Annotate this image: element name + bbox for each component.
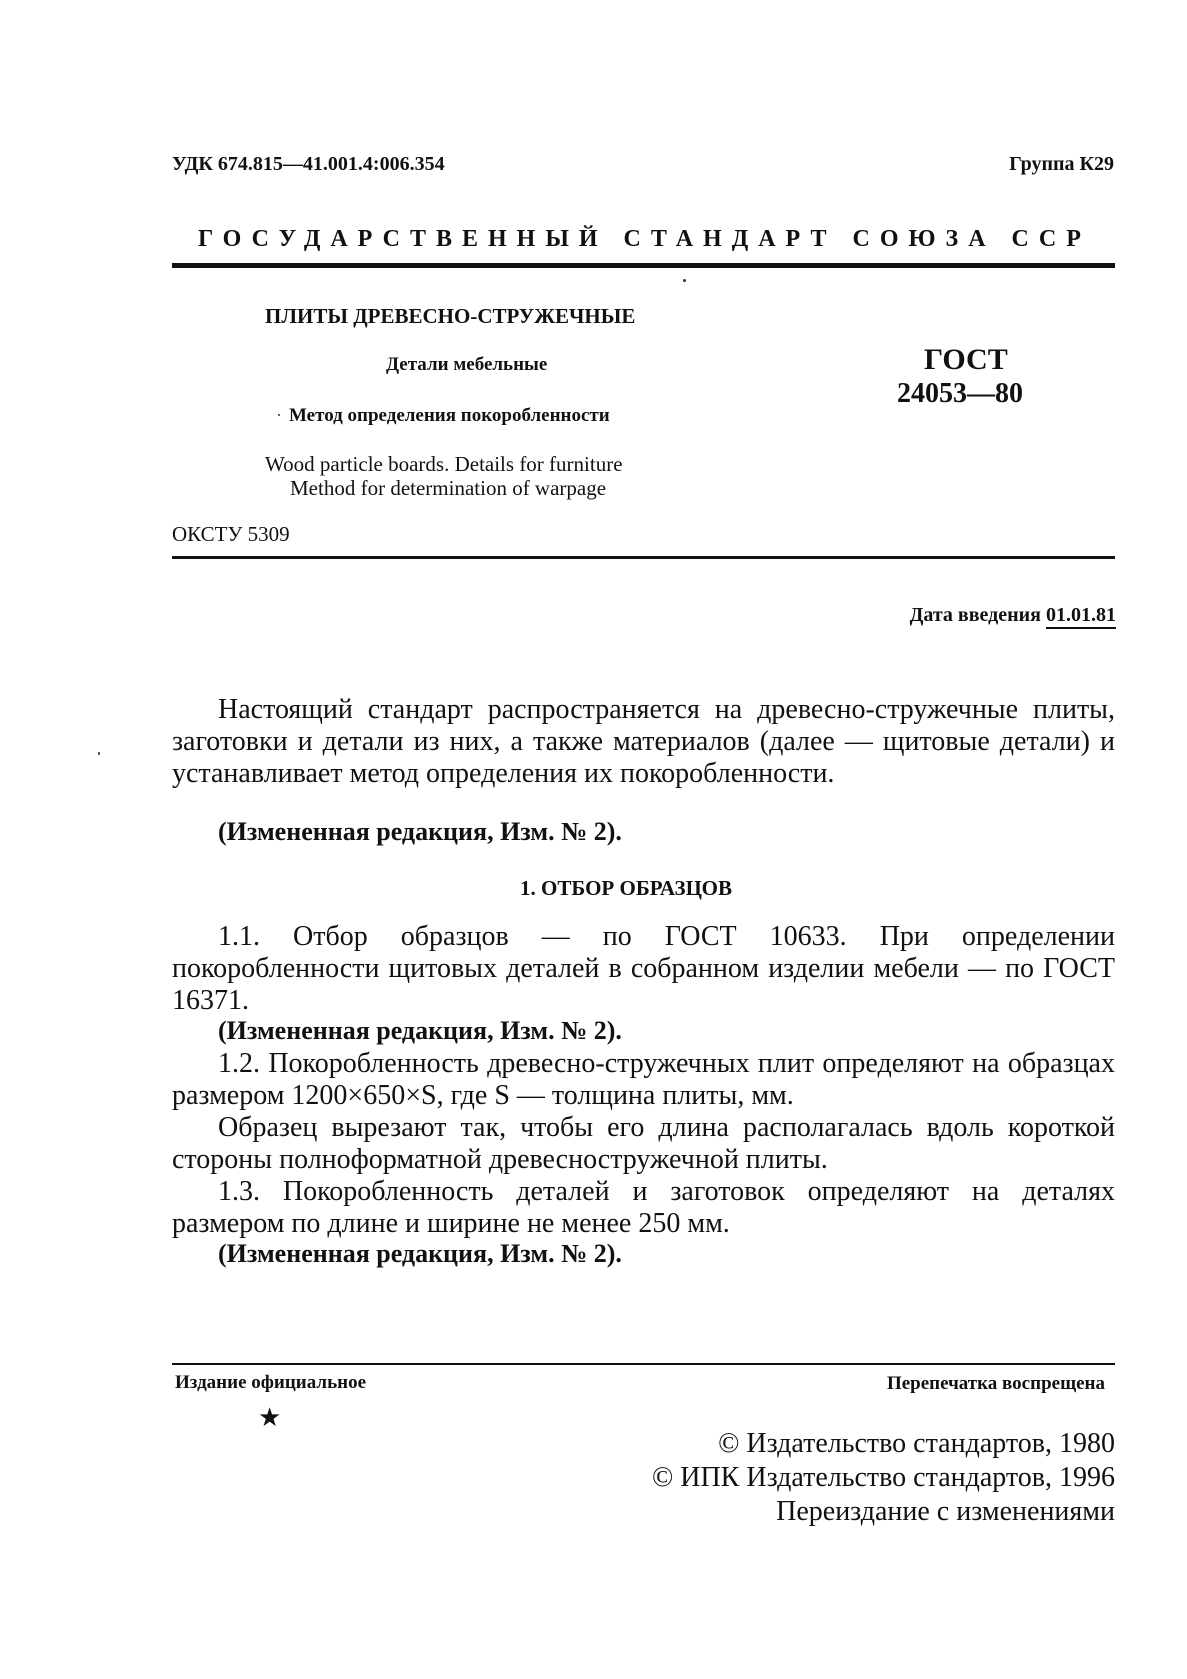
title-english-1: Wood particle boards. Details for furniture <box>265 452 623 476</box>
date-label: Дата введения <box>909 604 1041 626</box>
paragraph-1-2-cont: Образец вырезают так, чтобы его длина располагалась вдоль короткой стороны полноформатной древесностружечной плиты. <box>172 1112 1115 1175</box>
paragraph-1-2: 1.2. Покоробленность древесно-стружечных плит определяют на образцах размером 1200×650×S, где S — толщина плиты, мм. <box>172 1048 1115 1111</box>
paragraph-1-3: 1.3. Покоробленность деталей и заготовок определяют на деталях размером по длине и ширине не менее 250 мм. <box>172 1176 1115 1239</box>
official-edition: Издание официальное <box>175 1372 367 1393</box>
scan-speck <box>98 752 100 755</box>
amendment-note: (Измененная редакция, Изм. № 2). <box>218 1016 622 1045</box>
title-english-2: Method for determination of warpage <box>290 476 607 500</box>
title-sub: Детали мебельные <box>386 354 548 375</box>
title-method: Метод определения покоробленности <box>289 405 610 426</box>
date-value: 01.01.81 <box>1046 604 1116 629</box>
amendment-note: (Измененная редакция, Изм. № 2). <box>218 1239 622 1268</box>
paragraph-1-1: 1.1. Отбор образцов — по ГОСТ 10633. При определении покоробленности щитовых деталей в собранном изделии мебели — по ГОСТ 16371. <box>172 921 1115 1016</box>
gost-label: ГОСТ <box>924 343 1008 376</box>
amendment-note: (Измененная редакция, Изм. № 2). <box>218 817 622 846</box>
copyright-1980: © Издательство стандартов, 1980 <box>718 1428 1115 1459</box>
okstu-code: ОКСТУ 5309 <box>172 522 290 546</box>
group-code: Группа К29 <box>1009 153 1114 175</box>
footer-rule <box>172 1363 1115 1365</box>
header-rule <box>172 263 1115 268</box>
star-icon: ★ <box>258 1403 282 1432</box>
scan-speck <box>683 279 686 282</box>
section-title: 1. ОТБОР ОБРАЗЦОВ <box>520 876 732 900</box>
title-main: ПЛИТЫ ДРЕВЕСНО-СТРУЖЕЧНЫЕ <box>265 304 636 328</box>
reprint-prohibited: Перепечатка воспрещена <box>886 1373 1105 1394</box>
intro-paragraph: Настоящий стандарт распространяется на древесно-стружечные плиты, заготовки и детали из них, а также материалов (далее — щитовые детали) и устанавливает метод определения их покоробленности. <box>172 694 1115 789</box>
udk-code: УДК 674.815—41.001.4:006.354 <box>172 153 445 175</box>
gost-number: 24053—80 <box>897 378 1023 409</box>
title-rule <box>172 556 1115 559</box>
scan-speck <box>278 414 280 416</box>
reissue-note: Переиздание с изменениями <box>776 1496 1115 1527</box>
copyright-1996: © ИПК Издательство стандартов, 1996 <box>651 1462 1115 1493</box>
introduction-date <box>910 604 1116 627</box>
state-standard-banner: ГОСУДАРСТВЕННЫЙ СТАНДАРТ СОЮЗА ССР <box>198 226 1091 252</box>
